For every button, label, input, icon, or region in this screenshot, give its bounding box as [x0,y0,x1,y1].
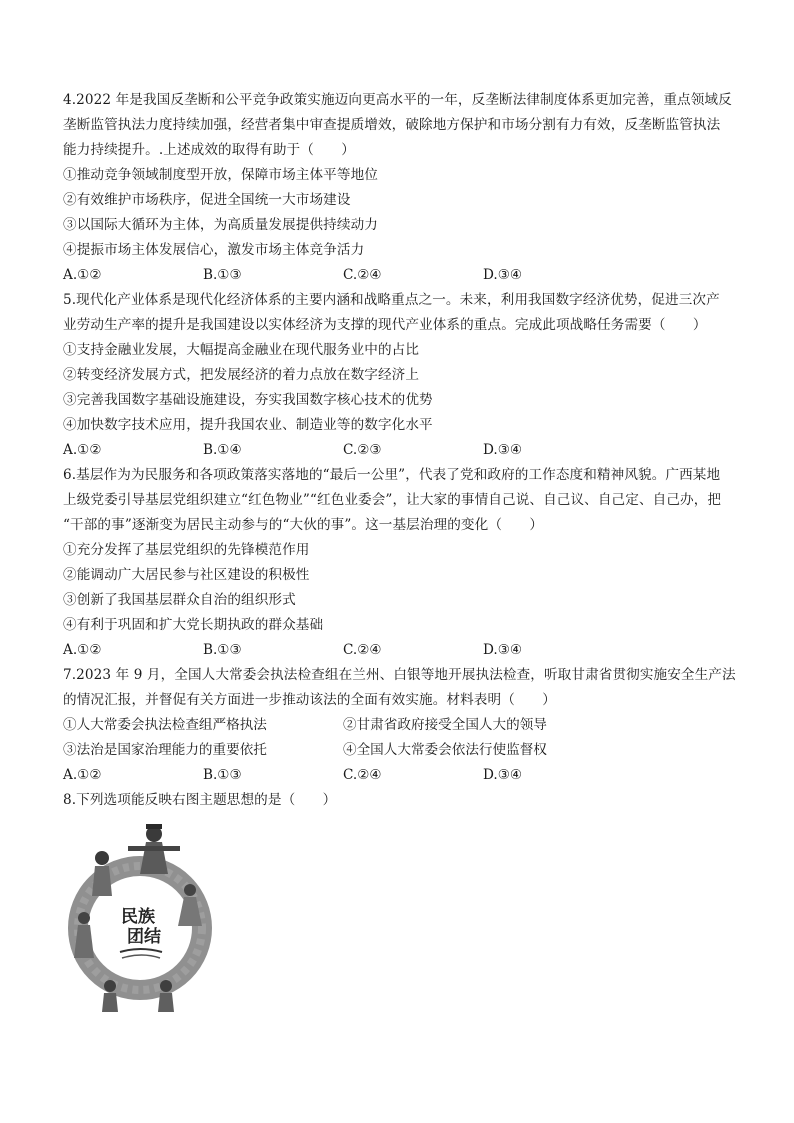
q4-option-a: A.①② [63,267,102,283]
q6-option-b: B.①③ [203,642,242,658]
q7-item-3: ③法治是国家治理能力的重要依托 [63,742,267,758]
figure-left-person [92,851,112,896]
q6-stem-line-2: 上级党委引导基层党组织建立“红色物业”“红色业委会”，让大家的事情自己说、自己议、自己定、自己办，把 [63,492,722,508]
q5-option-b: B.①④ [203,442,242,458]
q5-item-1: ①支持金融业发展，大幅提高金融业在现代服务业中的占比 [63,342,420,358]
q7-option-b: B.①③ [203,767,242,783]
q6-stem-line-3: “干部的事”逐渐变为居民主动参与的“大伙的事”。这一基层治理的变化（ ） [63,517,544,533]
q6-item-1: ①充分发挥了基层党组织的先锋模范作用 [63,542,310,558]
q7-item-1: ①人大常委会执法检查组严格执法 [63,717,267,733]
q8-stem: 8.下列选项能反映右图主题思想的是（ ） [63,792,337,808]
figure-title-line-1: 民族 [121,907,155,927]
q7-option-c: C.②④ [343,767,382,783]
q4-option-b: B.①③ [203,267,242,283]
q4-stem-line-3: 能力持续提升。.上述成效的取得有助于（ ） [63,142,355,158]
q7-stem-line-1: 7.2023 年 9 月，全国人大常委会执法检查组在兰州、白银等地开展执法检查，听取甘肃省贯彻实施安全生产法 [63,667,736,683]
q4-item-3: ③以国际大循环为主体，为高质量发展提供持续动力 [63,217,378,233]
q4-option-c: C.②④ [343,267,382,283]
q6-option-d: D.③④ [483,642,523,658]
q4-stem-line-2: 垄断监管执法力度持续加强，经营者集中审查提质增效，破除地方保护和市场分割有力有效，反垄断监管执法 [63,117,721,133]
q7-item-4: ④全国人大常委会依法行使监督权 [343,742,547,758]
q5-stem-line-2: 业劳动生产率的提升是我国建设以实体经济为支撑的现代产业体系的重点。完成此项战略任务需要（ ） [63,317,707,333]
q4-item-4: ④提振市场主体发展信心，激发市场主体竞争活力 [63,242,365,258]
q4-stem-line-1: 4.2022 年是我国反垄断和公平竞争政策实施迈向更高水平的一年，反垄断法律制度体系更加完善，重点领域反 [63,92,732,108]
q7-option-d: D.③④ [483,767,523,783]
ethnic-unity-illustration [62,818,212,1014]
q5-item-4: ④加快数字技术应用，提升我国农业、制造业等的数字化水平 [63,417,433,433]
q7-item-2: ②甘肃省政府接受全国人大的领导 [343,717,547,733]
q6-item-2: ②能调动广大居民参与社区建设的积极性 [63,567,310,583]
q5-option-a: A.①② [63,442,102,458]
q5-item-3: ③完善我国数字基础设施建设，夯实我国数字核心技术的优势 [63,392,433,408]
q5-option-d: D.③④ [483,442,523,458]
q7-stem-line-2: 的情况汇报，并督促有关方面进一步推动该法的全面有效实施。材料表明（ ） [63,692,556,708]
q6-item-3: ③创新了我国基层群众自治的组织形式 [63,592,296,608]
q7-option-a: A.①② [63,767,102,783]
figure-title-line-2: 团结 [127,927,161,947]
q4-item-2: ②有效维护市场秩序，促进全国统一大市场建设 [63,192,351,208]
q6-item-4: ④有利于巩固和扩大党长期执政的群众基础 [63,617,324,633]
q6-option-a: A.①② [63,642,102,658]
q5-item-2: ②转变经济发展方式，把发展经济的着力点放在数字经济上 [63,367,420,383]
q4-item-1: ①推动竞争领域制度型开放，保障市场主体平等地位 [63,167,378,183]
q5-option-c: C.②③ [343,442,382,458]
q6-option-c: C.②④ [343,642,382,658]
q4-option-d: D.③④ [483,267,523,283]
q5-stem-line-1: 5.现代化产业体系是现代化经济体系的主要内涵和战略重点之一。未来，利用我国数字经济优势，促进三次产 [63,292,720,308]
q6-stem-line-1: 6.基层作为为民服务和各项政策落实落地的“最后一公里”，代表了党和政府的工作态度和精神风貌。广西某地 [63,467,721,483]
